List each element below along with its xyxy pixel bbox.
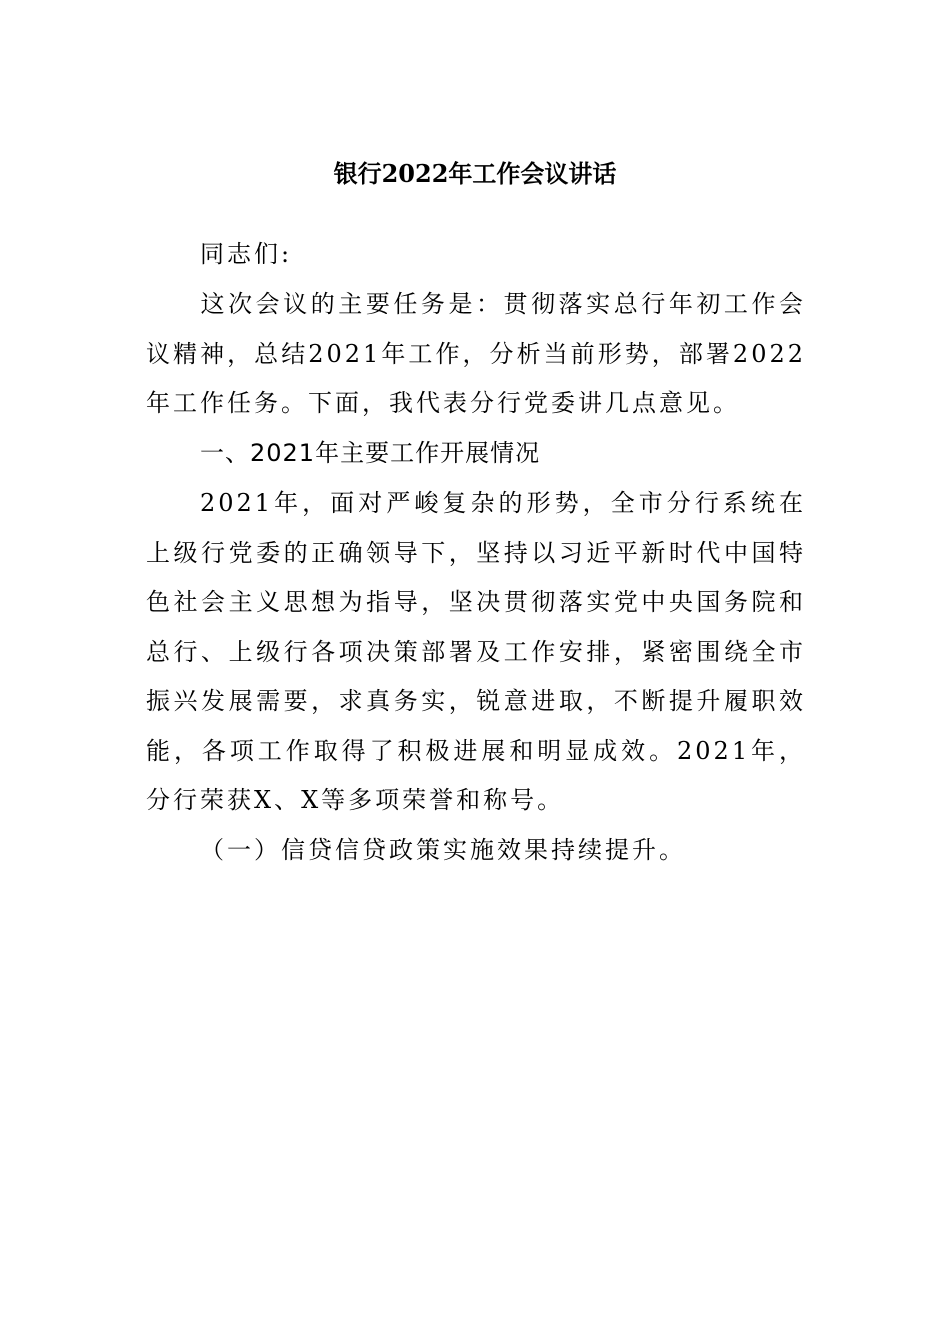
section-body-text: 2021年，面对严峻复杂的形势，全市分行系统在上级行党委的正确领导下，坚持以习近平新时代中国特色社会主义思想为指导，坚决贯彻落实党中央国务院和总行、上级行各项决策部署及工作安排，紧密围绕全市振兴发展需要，求真务实，锐意进取，不断提升履职效能，各项工作取得了积极进展和明显成效。2021年，分行荣获X、X等多项荣誉和称号。 [146,489,806,814]
section-heading [146,429,806,479]
salutation-paragraph [146,230,806,280]
intro-text: 这次会议的主要任务是：贯彻落实总行年初工作会议精神，总结2021年工作，分析当前形势，部署2022年工作任务。下面，我代表分行党委讲几点意见。 [146,290,806,417]
intro-paragraph [146,280,806,429]
section-body-paragraph [146,479,806,826]
subsection-heading-text: （一）信贷信贷政策实施效果持续提升。 [200,836,686,864]
subsection-heading [146,826,806,876]
salutation-text: 同志们: [200,240,293,268]
page-title: 银行2022年工作会议讲话 [333,159,617,188]
section-heading-text: 一、2021年主要工作开展情况 [200,439,541,467]
